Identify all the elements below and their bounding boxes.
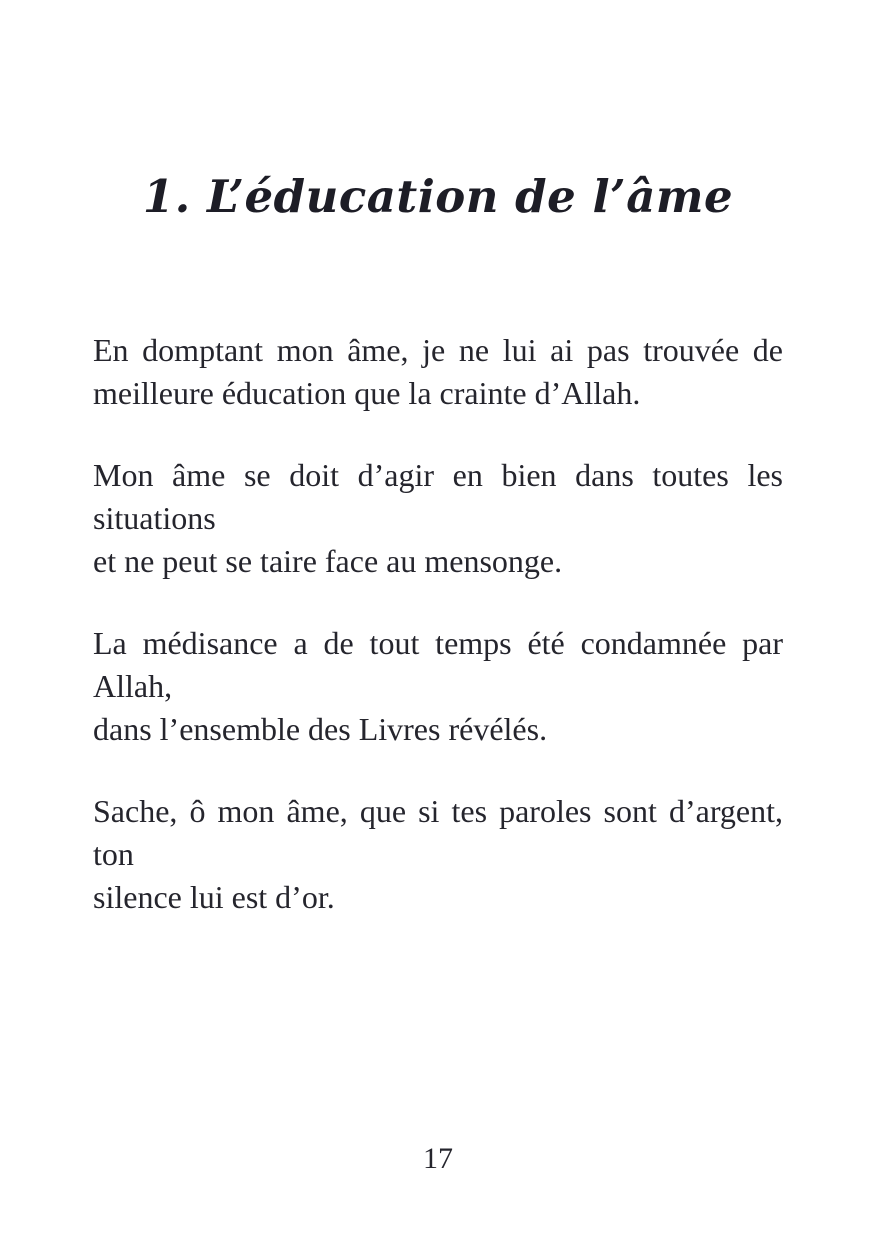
paragraph-line: dans l’ensemble des Livres révélés. (93, 711, 548, 747)
page-number: 17 (423, 1142, 453, 1175)
paragraph-line: Mon âme se doit d’agir en bien dans toutes les situations (93, 457, 783, 536)
paragraph-line: silence lui est d’or. (93, 879, 335, 915)
paragraph (93, 329, 783, 415)
paragraph (93, 622, 783, 751)
paragraph-line: et ne peut se taire face au mensonge. (93, 543, 563, 579)
chapter-title: 1. L’éducation de l’âme (142, 170, 734, 223)
body-text (93, 329, 783, 919)
paragraph (93, 790, 783, 919)
paragraph-line: La médisance a de tout temps été condamnée par Allah, (93, 625, 783, 704)
paragraph-line: meilleure éducation que la crainte d’Allah. (93, 375, 641, 411)
paragraph-line: Sache, ô mon âme, que si tes paroles sont d’argent, ton (93, 793, 783, 872)
paragraph (93, 454, 783, 583)
paragraph-line: En domptant mon âme, je ne lui ai pas trouvée de (93, 332, 783, 368)
